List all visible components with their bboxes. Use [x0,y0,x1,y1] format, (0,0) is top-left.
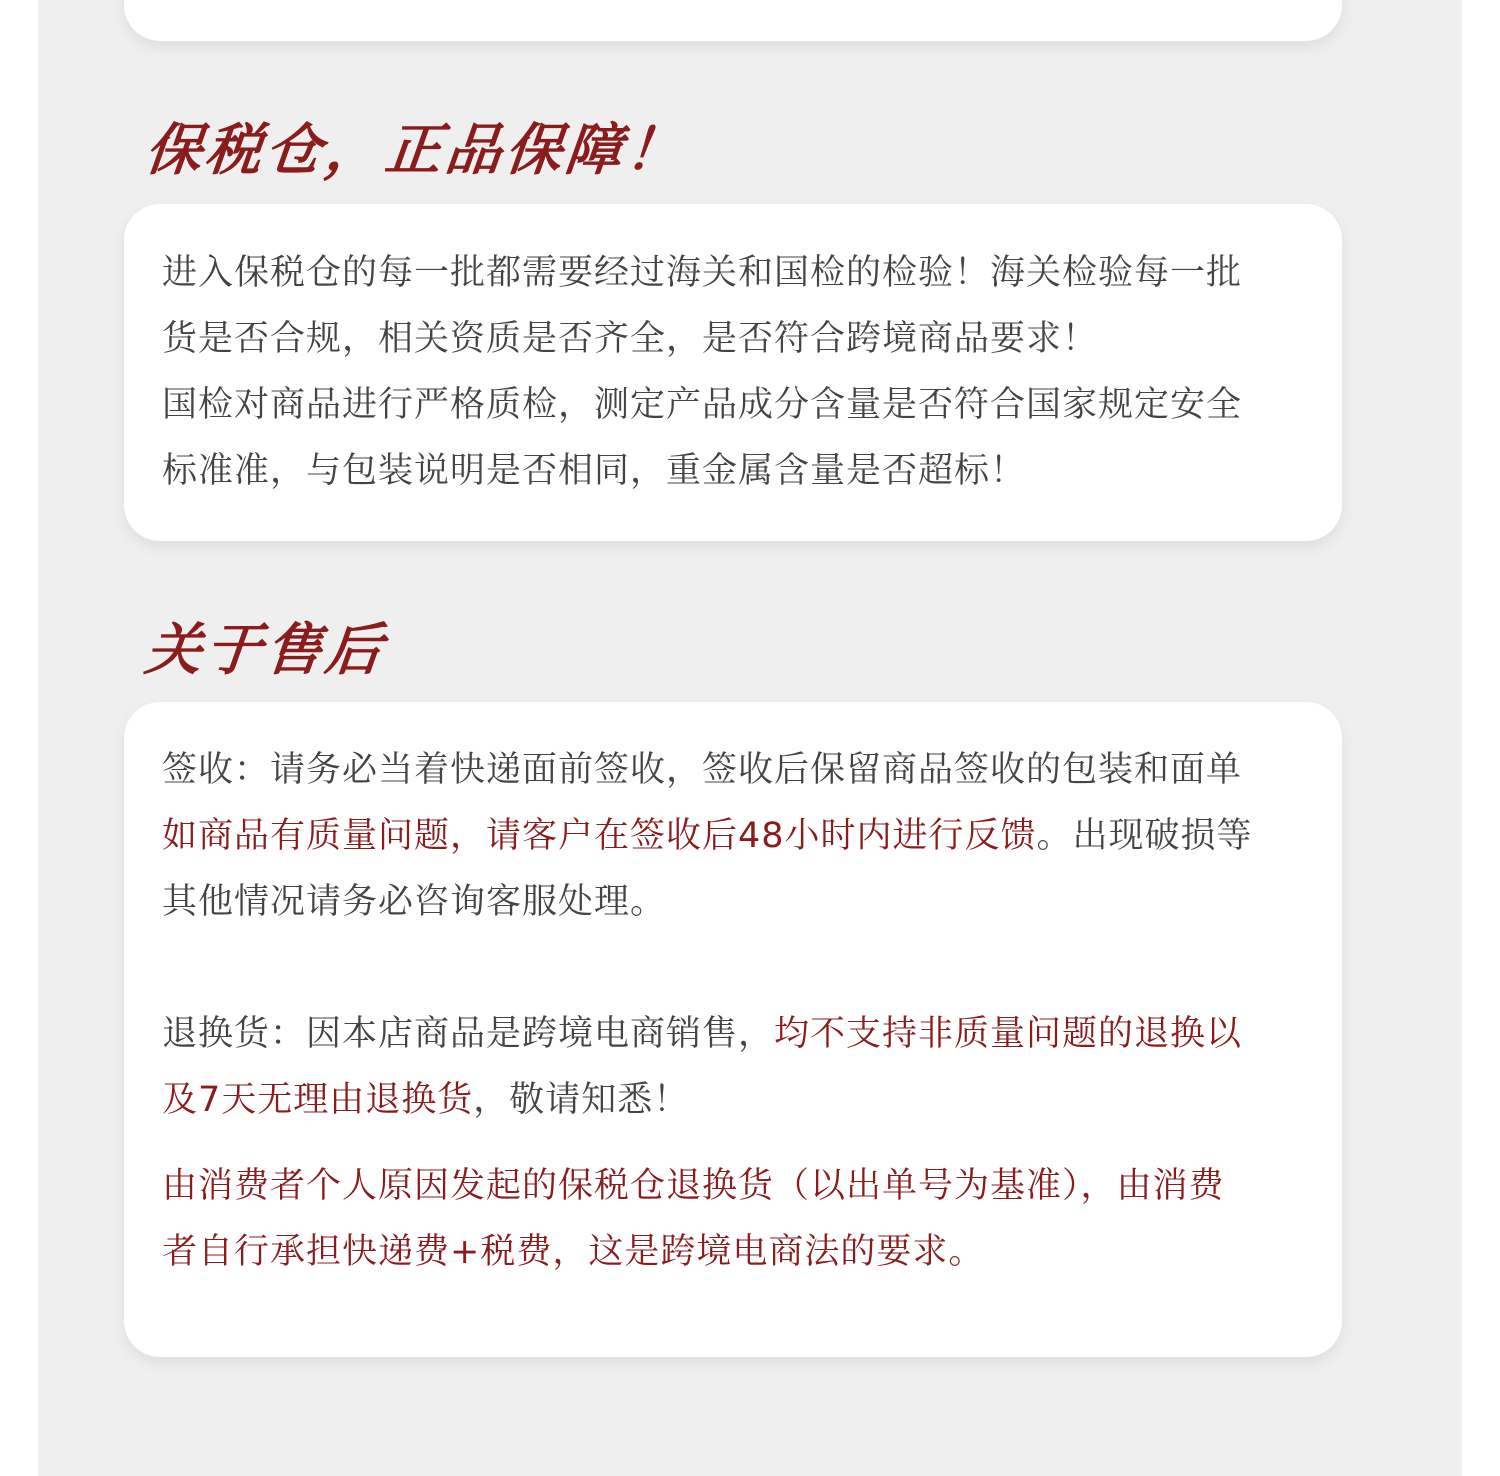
bonded-warehouse-card [124,204,1342,541]
return-policy-highlight: 均不支持非质量问题的退换以 [774,1014,1243,1054]
return-line: ，敬请知悉！ [473,1080,690,1120]
return-policy-highlight: 及7天无理由退换货 [162,1080,474,1120]
consumer-cost-paragraph [162,1153,1306,1285]
bonded-warehouse-title: 保税仓，正品保障！ [142,118,689,183]
paragraph-spacer [162,935,1306,1001]
sign-line: 。出现破损等 [1036,816,1253,856]
consumer-line: 由消费者个人原因发起的保税仓退换货（以出单号为基准），由消费 [162,1166,1225,1206]
after-sales-card [124,702,1342,1357]
sign-for-paragraph [162,737,1306,935]
bonded-line: 进入保税仓的每一批都需要经过海关和国检的检验！海关检验每一批 [162,253,1243,293]
return-paragraph [162,1001,1306,1133]
after-sales-title: 关于售后 [142,618,389,683]
previous-info-card [124,0,1342,41]
sign-feedback-highlight: 如商品有质量问题，请客户在签收后48小时内进行反馈 [162,816,1037,856]
return-line: 退换货：因本店商品是跨境电商销售， [162,1014,775,1054]
sign-line: 其他情况请务必咨询客服处理。 [162,882,667,922]
bonded-line: 国检对商品进行严格质检，测定产品成分含量是否符合国家规定安全 [162,385,1243,425]
bonded-line: 货是否合规，相关资质是否齐全，是否符合跨境商品要求！ [162,319,1099,359]
bonded-line: 标准准，与包装说明是否相同，重金属含量是否超标！ [162,451,1027,491]
consumer-line: 者自行承担快递费+税费，这是跨境电商法的要求。 [162,1232,985,1272]
bonded-paragraph [162,240,1306,504]
sign-line: 签收：请务必当着快递面前签收，签收后保留商品签收的包装和面单 [162,750,1243,790]
